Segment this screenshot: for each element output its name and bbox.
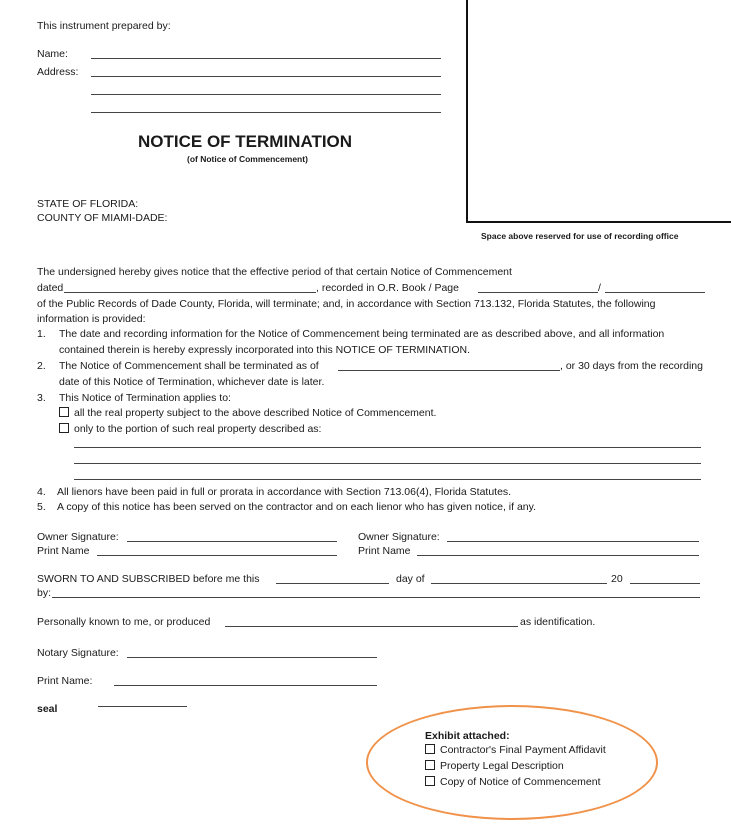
item3-number: 3. <box>37 392 46 404</box>
option-all-label: all the real property subject to the above described Notice of Commencement. <box>74 407 437 419</box>
day-of-label: day of <box>396 573 425 585</box>
checkbox-icon[interactable] <box>425 760 435 770</box>
option-all-property[interactable] <box>59 407 436 419</box>
public-records-text: of the Public Records of Dade County, Florida, will terminate; and, in accordance with Section 713.132, Florida Statutes, the following <box>37 298 656 310</box>
as-identification-text: as identification. <box>520 616 596 628</box>
info-text: information is provided: <box>37 313 146 325</box>
prepared-by-label: This instrument prepared by: <box>37 20 171 32</box>
sworn-text: SWORN TO AND SUBSCRIBED before me this <box>37 573 260 585</box>
description-line-3[interactable] <box>74 479 701 480</box>
book-line[interactable] <box>478 292 598 293</box>
description-line-1[interactable] <box>74 447 701 448</box>
sworn-day-line[interactable] <box>276 583 389 584</box>
exhibit-item-label: Copy of Notice of Commencement <box>440 776 601 788</box>
item3-text: This Notice of Termination applies to: <box>59 392 231 404</box>
item1-text-b: contained therein is hereby expressly incorporated into this NOTICE OF TERMINATION. <box>59 344 471 356</box>
item1-number: 1. <box>37 328 46 340</box>
page-subtitle: (of Notice of Commencement) <box>187 154 308 164</box>
intro-text: The undersigned hereby gives notice that the effective period of that certain Notice of Commencement <box>37 266 512 278</box>
county-label: COUNTY OF MIAMI-DADE: <box>37 212 168 224</box>
checkbox-icon[interactable] <box>59 423 69 433</box>
item2-text-c: date of this Notice of Termination, whichever date is later. <box>59 376 325 388</box>
item2-text-b: , or 30 days from the recording <box>560 360 703 372</box>
print-name-label-1: Print Name <box>37 545 90 557</box>
address-line-2[interactable] <box>91 94 441 95</box>
name-label: Name: <box>37 48 68 60</box>
exhibit-item[interactable] <box>425 760 564 772</box>
dated-label: dated <box>37 282 64 294</box>
sworn-month-line[interactable] <box>431 583 607 584</box>
option-portion-label: only to the portion of such real property described as: <box>74 423 322 435</box>
checkbox-icon[interactable] <box>425 776 435 786</box>
item4-number: 4. <box>37 486 46 498</box>
owner-signature-line-1[interactable] <box>127 541 337 542</box>
checkbox-icon[interactable] <box>59 407 69 417</box>
item2-number: 2. <box>37 360 46 372</box>
notary-signature-line[interactable] <box>127 657 377 658</box>
item2-text-a: The Notice of Commencement shall be terminated as of <box>59 360 319 372</box>
exhibit-item[interactable] <box>425 744 606 756</box>
termination-date-line[interactable] <box>338 370 560 371</box>
exhibit-heading: Exhibit attached: <box>425 730 510 742</box>
exhibit-item-label: Contractor's Final Payment Affidavit <box>440 744 606 756</box>
slash-text: / <box>598 282 601 294</box>
description-line-2[interactable] <box>74 463 701 464</box>
item5-text: A copy of this notice has been served on the contractor and on each lienor who has given notice, if any. <box>57 501 537 513</box>
owner-signature-label-2: Owner Signature: <box>358 531 440 543</box>
item5-number: 5. <box>37 501 46 513</box>
address-line-3[interactable] <box>91 112 441 113</box>
by-label: by: <box>37 587 52 599</box>
item1-text-a: The date and recording information for the Notice of Commencement being terminated are as described above, and all information <box>59 328 665 340</box>
year-prefix: 20 <box>611 573 623 585</box>
exhibit-item-label: Property Legal Description <box>440 760 564 772</box>
identification-line[interactable] <box>225 626 518 627</box>
personally-known-text: Personally known to me, or produced <box>37 616 211 628</box>
notary-print-name-label: Print Name: <box>37 675 93 687</box>
seal-label: seal <box>37 703 58 715</box>
exhibit-item[interactable] <box>425 776 600 788</box>
owner-signature-line-2[interactable] <box>447 541 699 542</box>
recording-office-box <box>466 0 731 223</box>
option-portion-property[interactable] <box>59 423 321 435</box>
dated-line[interactable] <box>64 292 316 293</box>
owner-signature-label-1: Owner Signature: <box>37 531 119 543</box>
print-name-line-1[interactable] <box>97 555 337 556</box>
recorded-label: , recorded in O.R. Book / Page <box>316 282 459 294</box>
address-label: Address: <box>37 66 79 78</box>
print-name-label-2: Print Name <box>358 545 411 557</box>
name-line[interactable] <box>91 58 441 59</box>
notary-print-name-line[interactable] <box>114 685 377 686</box>
checkbox-icon[interactable] <box>425 744 435 754</box>
print-name-line-2[interactable] <box>417 555 699 556</box>
seal-line <box>98 706 187 707</box>
address-line-1[interactable] <box>91 76 441 77</box>
sworn-year-line[interactable] <box>630 583 700 584</box>
page-line[interactable] <box>605 292 705 293</box>
page-title: NOTICE OF TERMINATION <box>138 132 353 151</box>
notary-signature-label: Notary Signature: <box>37 647 119 659</box>
item4-text: All lienors have been paid in full or prorata in accordance with Section 713.06(4), Florida Statutes. <box>57 486 512 498</box>
state-label: STATE OF FLORIDA: <box>37 198 139 210</box>
by-line[interactable] <box>52 597 700 598</box>
recording-note: Space above reserved for use of recording office <box>481 231 679 241</box>
